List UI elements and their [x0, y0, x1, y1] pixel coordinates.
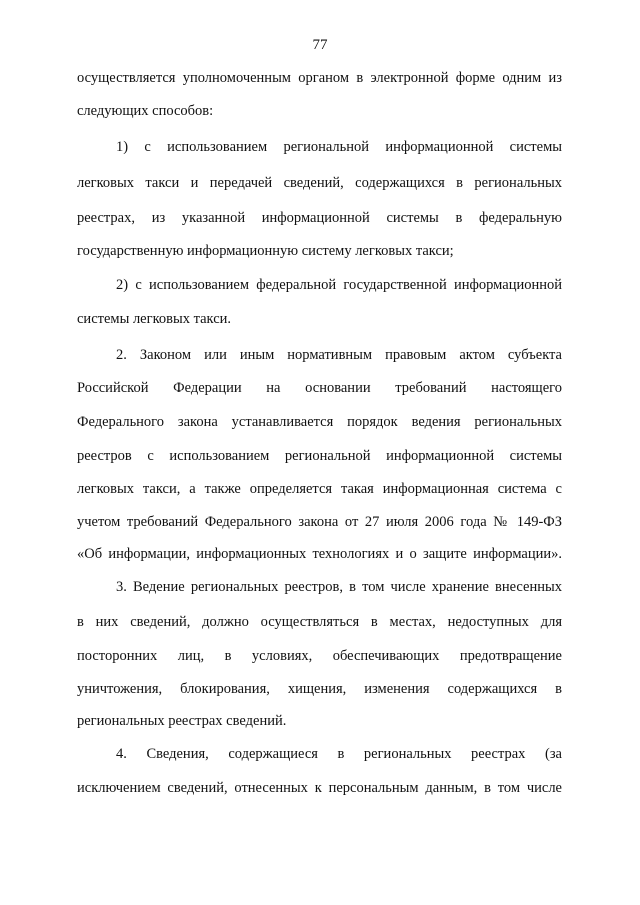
text-line: легковых такси и передачей сведений, содержащихся в региональных	[77, 175, 562, 191]
text-line: Российской Федерации на основании требований настоящего	[77, 380, 562, 396]
text-line: 2) с использованием федеральной государственной информационной	[116, 277, 562, 293]
text-line: легковых такси, а также определяется такая информационная система с	[77, 481, 562, 497]
text-line: уничтожения, блокирования, хищения, изменения содержащихся в	[77, 681, 562, 697]
text-line: 3. Ведение региональных реестров, в том числе хранение внесенных	[116, 579, 562, 595]
text-line: исключением сведений, отнесенных к персональным данным, в том числе	[77, 780, 562, 796]
text-line: 2. Законом или иным нормативным правовым актом субъекта	[116, 347, 562, 363]
text-line: следующих способов:	[77, 103, 214, 119]
text-line: Федерального закона устанавливается порядок ведения региональных	[77, 414, 562, 430]
text-line: в них сведений, должно осуществляться в местах, недоступных для	[77, 614, 562, 630]
text-line: посторонних лиц, в условиях, обеспечивающих предотвращение	[77, 648, 562, 664]
text-line: системы легковых такси.	[77, 311, 232, 327]
text-line: «Об информации, информационных технологиях и о защите информации».	[77, 546, 562, 562]
text-line: государственную информационную систему легковых такси;	[77, 243, 454, 259]
text-line: реестров с использованием региональной информационной системы	[77, 448, 562, 464]
text-line: реестрах, из указанной информационной системы в федеральную	[77, 210, 562, 226]
text-line: региональных реестрах сведений.	[77, 713, 287, 729]
page-number: 77	[312, 37, 328, 53]
text-line: 1) с использованием региональной информационной системы	[116, 139, 562, 155]
text-line: учетом требований Федерального закона от 27 июля 2006 года № 149-ФЗ	[77, 514, 562, 530]
text-line: 4. Сведения, содержащиеся в региональных реестрах (за	[116, 746, 562, 762]
text-line: осуществляется уполномоченным органом в электронной форме одним из	[77, 70, 562, 86]
